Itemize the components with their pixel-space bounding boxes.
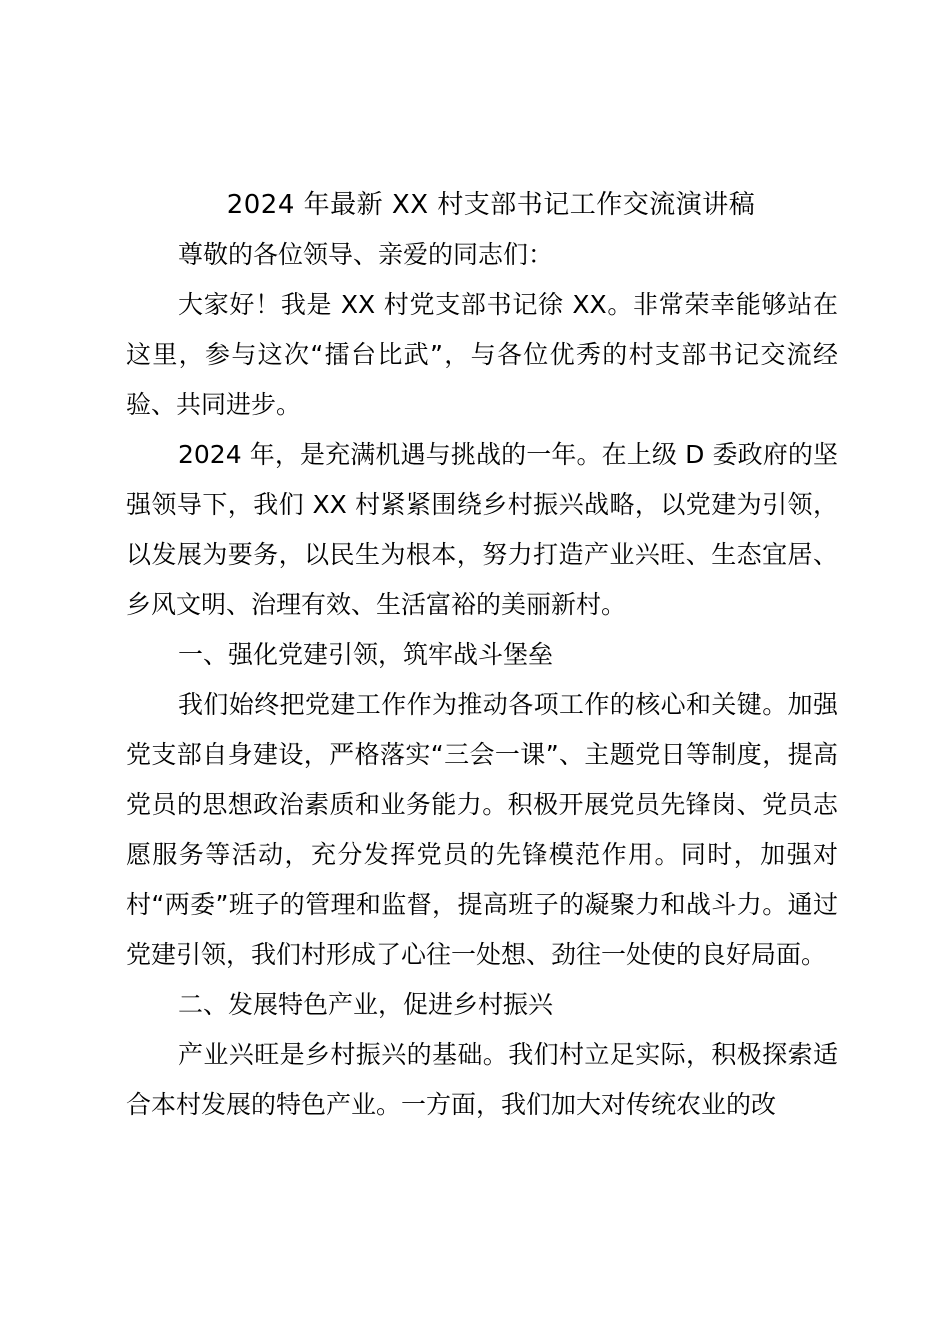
document-title: 2024 年最新 XX 村支部书记工作交流演讲稿: [226, 190, 756, 220]
paragraph-industry: 产业兴旺是乡村振兴的基础。我们村立足实际，积极探索适合本村发展的特色产业。一方面，我们加大对传统农业的改: [126, 1040, 838, 1119]
paragraph-intro: 大家好！我是 XX 村党支部书记徐 XX。非常荣幸能够站在这里，参与这次“擂台比武”，与各位优秀的村支部书记交流经验、共同进步。: [126, 290, 838, 419]
document-body: [126, 180, 838, 1130]
section-heading-party-building: 一、强化党建引领，筑牢战斗堡垒: [178, 640, 554, 669]
section-heading-industry: 二、发展特色产业，促进乡村振兴: [178, 990, 554, 1019]
paragraph-party-building: 我们始终把党建工作作为推动各项工作的核心和关键。加强党支部自身建设，严格落实“三会一课”、主题党日等制度，提高党员的思想政治素质和业务能力。积极开展党员先锋岗、党员志愿服务等活动，充分发挥党员的先锋模范作用。同时，加强对村“两委”班子的管理和监督，提高班子的凝聚力和战斗力。通过党建引领，我们村形成了心往一处想、劲往一处使的良好局面。: [126, 690, 838, 969]
paragraph-background: 2024 年，是充满机遇与挑战的一年。在上级 D 委政府的坚强领导下，我们 XX 村紧紧围绕乡村振兴战略，以党建为引领，以发展为要务，以民生为根本，努力打造产业兴旺、生态宜居、乡风文明、治理有效、生活富裕的美丽新村。: [126, 440, 838, 619]
greeting-line: 尊敬的各位领导、亲爱的同志们：: [178, 240, 554, 269]
